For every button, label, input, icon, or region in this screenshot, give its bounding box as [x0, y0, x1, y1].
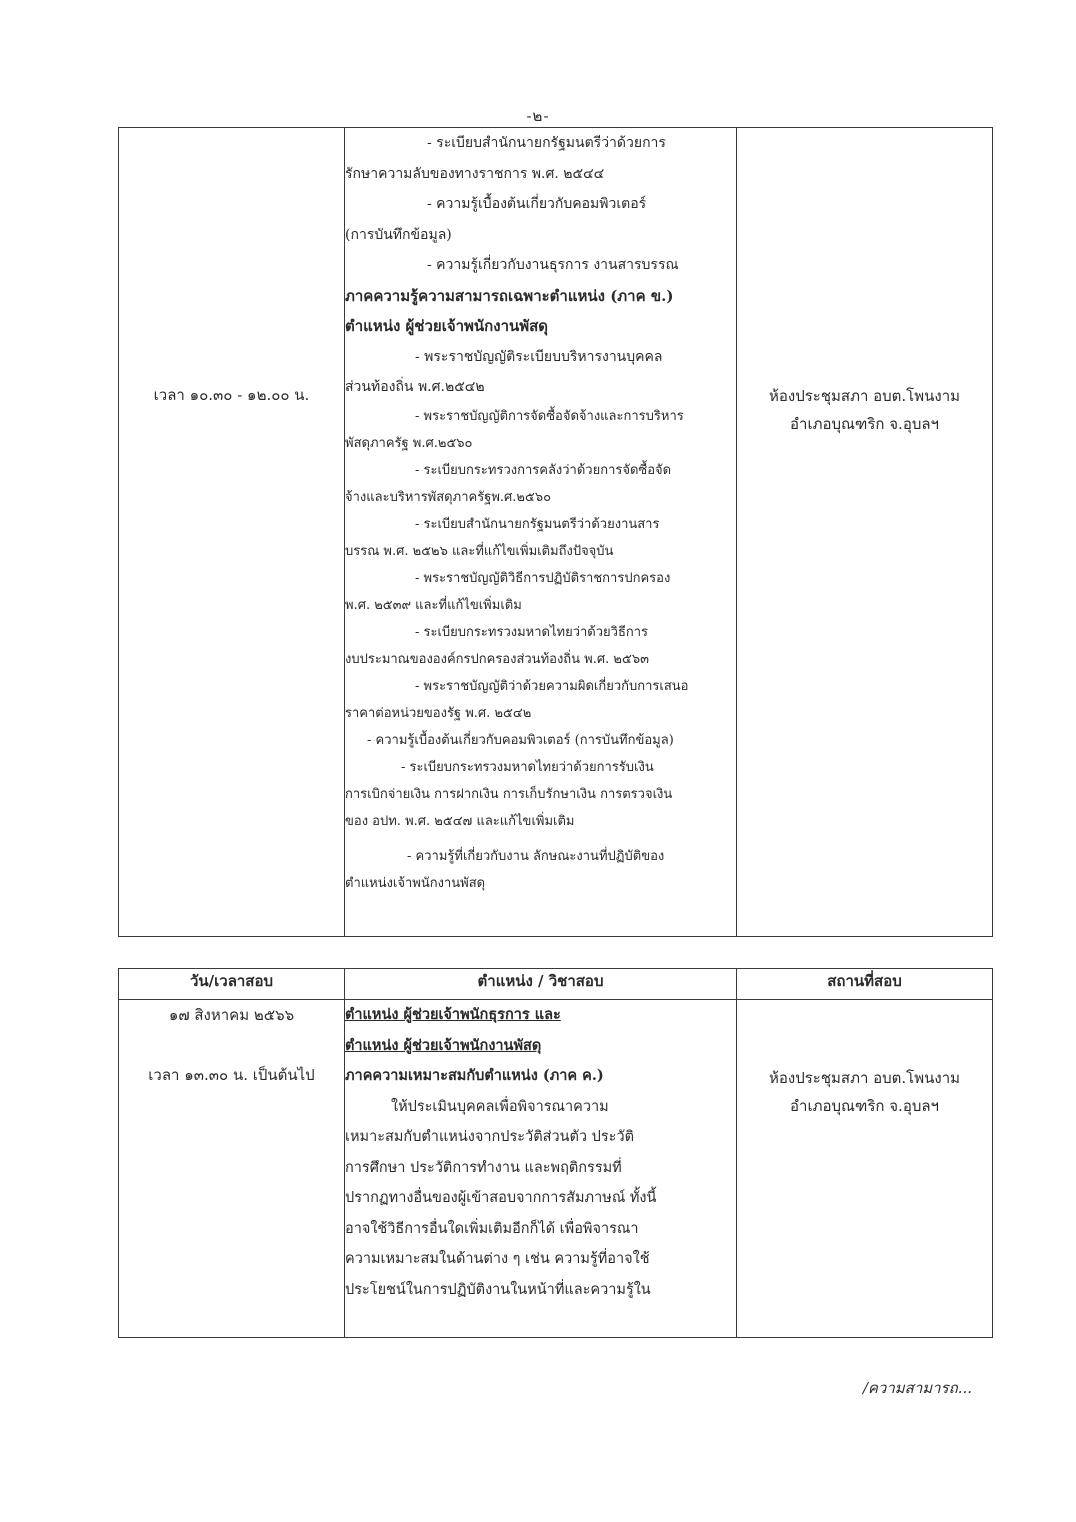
subject-line: - ระเบียบกระทรวงมหาดไทยว่าด้วยวิธีการ	[415, 624, 649, 640]
paragraph-line: ประโยชน์ในการปฏิบัติงานในหน้าที่และความรู้ใน	[345, 1281, 651, 1298]
exam-time: เวลา ๑๐.๓๐ - ๑๒.๐๐ น.	[153, 386, 310, 404]
subject-line: พัสดุภาครัฐ พ.ศ.๒๕๖๐	[345, 435, 473, 451]
exam-date-cell	[119, 1000, 345, 1338]
subject-line: - ความรู้ที่เกี่ยวกับงาน ลักษณะงานที่ปฏิบัติของ	[407, 848, 665, 864]
subject-line: - ระเบียบสำนักนายกรัฐมนตรีว่าด้วยงานสาร	[415, 516, 660, 532]
subject-line: จ้างและบริหารพัสดุภาครัฐพ.ศ.๒๕๖๐	[345, 489, 552, 505]
subject-line: - ความรู้เบื้องต้นเกี่ยวกับคอมพิวเตอร์	[427, 196, 647, 212]
exam-date: ๑๗ สิงหาคม ๒๕๖๖	[168, 1006, 295, 1024]
position-heading: ตำแหน่ง ผู้ช่วยเจ้าพนักงานพัสดุ	[345, 1036, 542, 1054]
subject-line: - พระราชบัญญัติระเบียบบริหารงานบุคคล	[415, 348, 663, 365]
subject-line: (การบันทึกข้อมูล)	[345, 226, 452, 243]
exam-schedule-table-continued	[118, 127, 993, 937]
section-heading: ภาคความเหมาะสมกับตำแหน่ง (ภาค ค.)	[345, 1067, 604, 1084]
paragraph-line: เหมาะสมกับตำแหน่งจากประวัติส่วนตัว ประวัติ	[345, 1129, 635, 1145]
subject-line: บรรณ พ.ศ. ๒๕๒๖ และที่แก้ไขเพิ่มเติมถึงปัจจุบัน	[345, 543, 614, 559]
subject-line: ของ อปท. พ.ศ. ๒๕๔๗ และแก้ไขเพิ่มเติม	[345, 813, 575, 829]
subject-line: พ.ศ. ๒๕๓๙ และที่แก้ไขเพิ่มเติม	[345, 597, 522, 613]
subject-line: - ความรู้เบื้องต้นเกี่ยวกับคอมพิวเตอร์ (การบันทึกข้อมูล)	[367, 732, 674, 748]
position-heading: ตำแหน่ง ผู้ช่วยเจ้าพนักงานพัสดุ	[345, 317, 549, 335]
paragraph-line: อาจใช้วิธีการอื่นใดเพิ่มเติมอีกก็ได้ เพื่อพิจารณา	[345, 1220, 639, 1237]
subject-line: - พระราชบัญญัติการจัดซื้อจัดจ้างและการบริหาร	[415, 408, 684, 424]
subject-line: ตำแหน่งเจ้าพนักงานพัสดุ	[345, 875, 486, 891]
column-header-subject: ตำแหน่ง / วิชาสอบ	[345, 969, 737, 1000]
paragraph-line: การศึกษา ประวัติการทำงาน และพฤติกรรมที่	[345, 1159, 622, 1176]
section-heading: ภาคความรู้ความสามารถเฉพาะตำแหน่ง (ภาค ข.)	[345, 286, 674, 305]
page-number: -๒-	[526, 107, 550, 125]
subject-line: ราคาต่อหน่วยของรัฐ พ.ศ. ๒๕๔๒	[345, 705, 532, 721]
venue-line: ห้องประชุมสภา อบต.โพนงาม	[768, 387, 961, 405]
subject-line: - ระเบียบกระทรวงการคลังว่าด้วยการจัดซื้อจัด	[415, 462, 672, 478]
exam-subjects-cell	[345, 128, 737, 937]
subject-line: การเบิกจ่ายเงิน การฝากเงิน การเก็บรักษาเงิน การตรวจเงิน	[345, 786, 673, 802]
continuation-note: /ความสามารถ...	[862, 1379, 972, 1397]
table-header-row	[119, 969, 993, 1000]
subject-line: ส่วนท้องถิ่น พ.ศ.๒๕๔๒	[345, 379, 485, 395]
paragraph-line: ความเหมาะสมในด้านต่าง ๆ เช่น ความรู้ที่อาจใช้	[345, 1251, 650, 1267]
exam-time-cell	[119, 128, 345, 937]
subject-line: - พระราชบัญญัติวิธีการปฏิบัติราชการปกครอง	[415, 570, 671, 586]
exam-time: เวลา ๑๓.๓๐ น. เป็นต้นไป	[148, 1066, 315, 1084]
venue-line: ห้องประชุมสภา อบต.โพนงาม	[768, 1069, 961, 1087]
column-header-date: วัน/เวลาสอบ	[119, 969, 345, 1000]
venue-line: อำเภอบุณฑริก จ.อุบลฯ	[790, 1097, 939, 1115]
exam-venue-cell	[737, 128, 993, 937]
venue-line: อำเภอบุณฑริก จ.อุบลฯ	[790, 415, 939, 433]
column-header-venue: สถานที่สอบ	[737, 969, 993, 1000]
subject-line: - ความรู้เกี่ยวกับงานธุรการ งานสารบรรณ	[427, 257, 679, 273]
exam-venue-cell	[737, 1000, 993, 1338]
exam-schedule-table	[118, 968, 993, 1338]
paragraph-line: ให้ประเมินบุคคลเพื่อพิจารณาความ	[391, 1098, 609, 1115]
subject-line: รักษาความลับของทางราชการ พ.ศ. ๒๕๔๔	[345, 165, 605, 182]
position-heading: ตำแหน่ง ผู้ช่วยเจ้าพนักธุรการ และ	[345, 1006, 561, 1023]
exam-subjects-cell	[345, 1000, 737, 1338]
subject-line: งบประมาณขององค์กรปกครองส่วนท้องถิ่น พ.ศ. ๒๕๖๓	[345, 651, 649, 667]
subject-line: - ระเบียบกระทรวงมหาดไทยว่าด้วยการรับเงิน	[401, 759, 654, 775]
subject-line: - พระราชบัญญัติว่าด้วยความผิดเกี่ยวกับการเสนอ	[415, 678, 689, 694]
subject-line: - ระเบียบสำนักนายกรัฐมนตรีว่าด้วยการ	[427, 135, 666, 151]
table-row	[119, 1000, 993, 1338]
paragraph-line: ปรากฏทางอื่นของผู้เข้าสอบจากการสัมภาษณ์ ทั้งนี้	[345, 1190, 657, 1206]
